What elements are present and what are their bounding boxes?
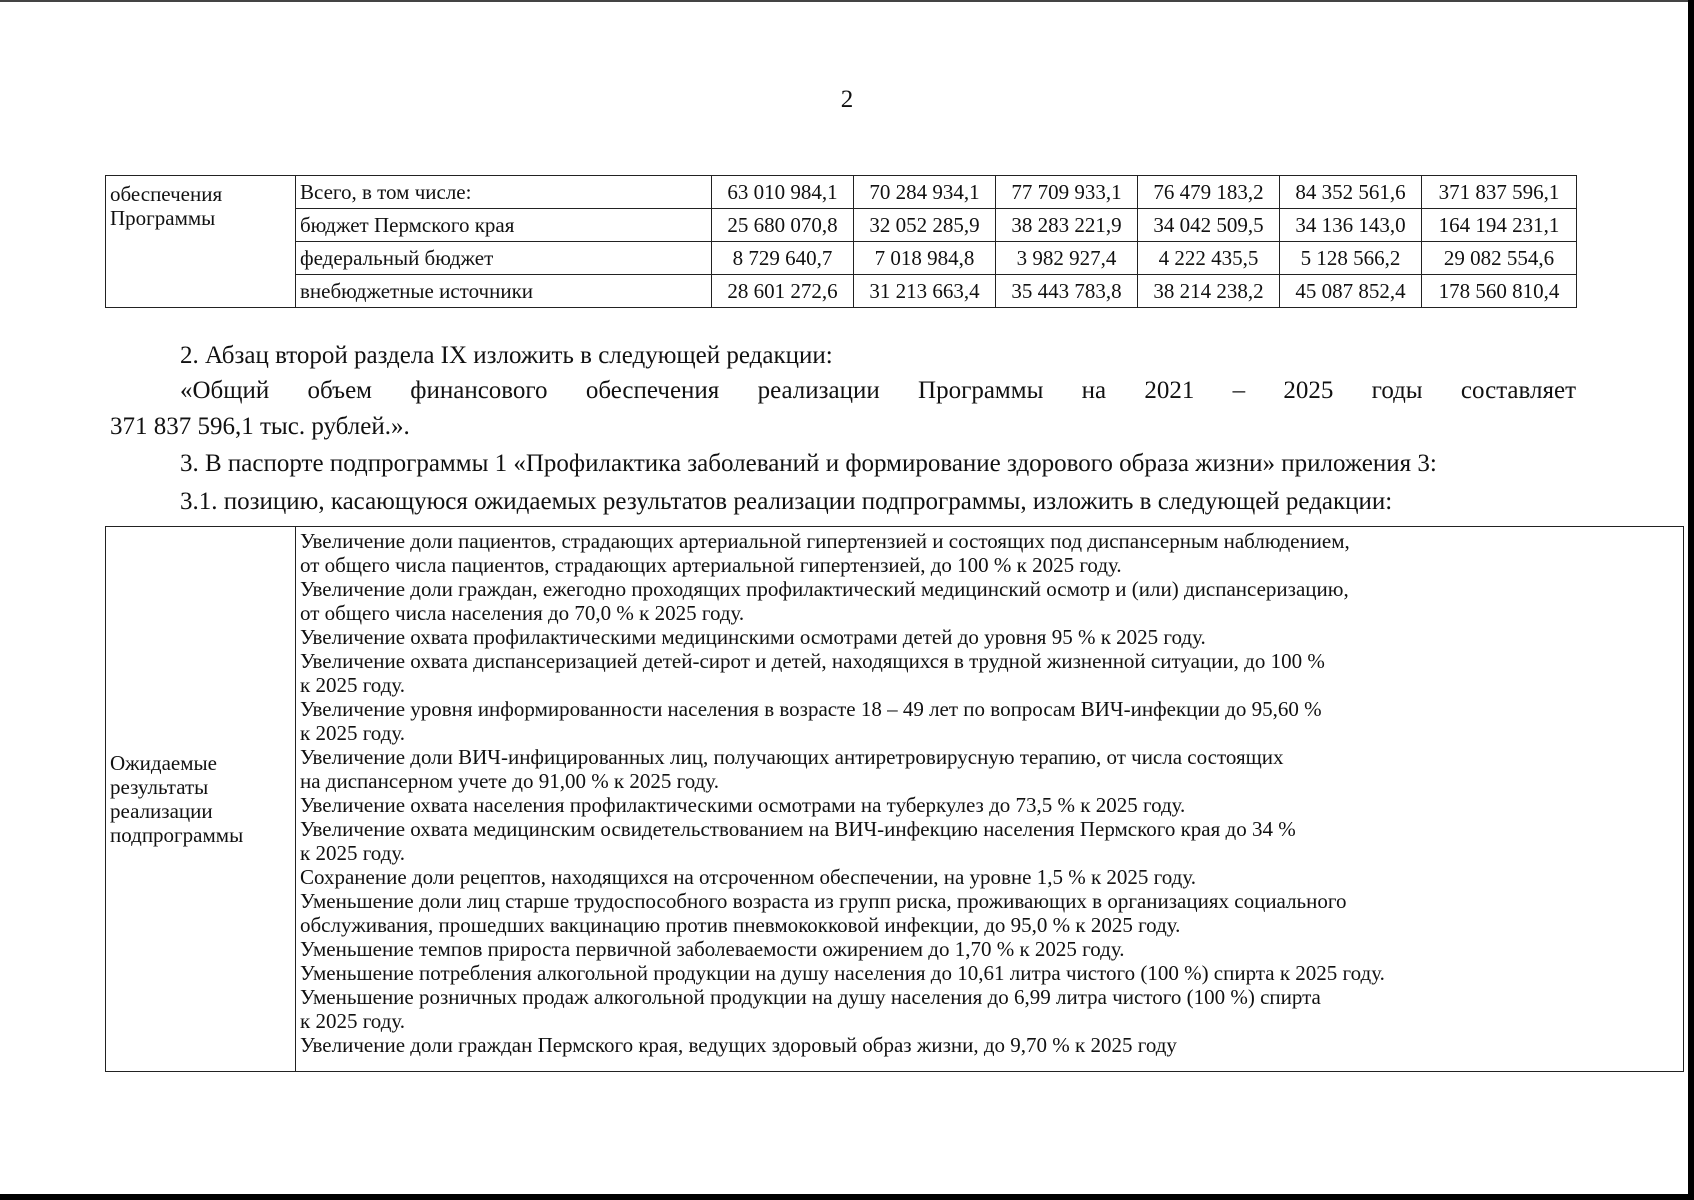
result-line: обслуживания, прошедших вакцинацию против пневмококковой инфекции, до 95,0 % к 2025 году. <box>300 913 1181 937</box>
finance-cell: 3 982 927,4 <box>996 242 1138 275</box>
paragraph-2: 2. Абзац второй раздела IX изложить в следующей редакции: <box>180 342 833 369</box>
results-list <box>296 527 1684 1072</box>
finance-cell: 63 010 984,1 <box>712 176 854 209</box>
finance-section-label: обеспечения Программы <box>106 176 296 308</box>
finance-cell: 164 194 231,1 <box>1422 209 1577 242</box>
result-line: Сохранение доли рецептов, находящихся на отсроченном обеспечении, на уровне 1,5 % к 2025 году. <box>300 865 1196 889</box>
finance-cell: 8 729 640,7 <box>712 242 854 275</box>
result-line: Уменьшение потребления алкогольной продукции на душу населения до 10,61 литра чистого (100 %) спирта к 2025 году. <box>300 961 1385 985</box>
result-line: Увеличение уровня информированности населения в возрасте 18 – 49 лет по вопросам ВИЧ-инфекции до 95,60 % <box>300 697 1322 721</box>
result-line: Увеличение доли граждан Пермского края, ведущих здоровый образ жизни, до 9,70 % к 2025 году <box>300 1033 1177 1057</box>
finance-cell: 7 018 984,8 <box>854 242 996 275</box>
page-number: 2 <box>840 86 854 113</box>
finance-cell: 84 352 561,6 <box>1280 176 1422 209</box>
results-table <box>105 526 1684 1072</box>
result-line: Увеличение охвата профилактическими медицинскими осмотрами детей до уровня 95 % к 2025 году. <box>300 625 1206 649</box>
finance-row <box>106 209 1577 242</box>
result-line: Увеличение охвата диспансеризацией детей-сирот и детей, находящихся в трудной жизненной ситуации, до 100 % <box>300 649 1325 673</box>
result-line: Увеличение доли граждан, ежегодно проходящих профилактический медицинский осмотр и (или) диспансеризацию, <box>300 577 1349 601</box>
result-line: Увеличение охвата медицинским освидетельствованием на ВИЧ-инфекцию населения Пермского края до 34 % <box>300 817 1296 841</box>
finance-cell: 35 443 783,8 <box>996 275 1138 308</box>
finance-cell: 31 213 663,4 <box>854 275 996 308</box>
result-line: Уменьшение розничных продаж алкогольной продукции на душу населения до 6,99 литра чистого (100 %) спирта <box>300 985 1321 1009</box>
finance-cell: 4 222 435,5 <box>1138 242 1280 275</box>
finance-cell: 34 136 143,0 <box>1280 209 1422 242</box>
result-line: Уменьшение темпов прироста первичной заболеваемости ожирением до 1,70 % к 2025 году. <box>300 937 1125 961</box>
finance-cell: 70 284 934,1 <box>854 176 996 209</box>
finance-cell: 178 560 810,4 <box>1422 275 1577 308</box>
result-line: к 2025 году. <box>300 1009 406 1033</box>
finance-row <box>106 242 1577 275</box>
finance-row-label: Всего, в том числе: <box>296 176 712 209</box>
page-edge-bottom <box>0 1194 1694 1200</box>
finance-cell: 76 479 183,2 <box>1138 176 1280 209</box>
finance-cell: 28 601 272,6 <box>712 275 854 308</box>
finance-row-label: бюджет Пермского края <box>296 209 712 242</box>
result-line: Уменьшение доли лиц старше трудоспособного возраста из групп риска, проживающих в организациях социального <box>300 889 1347 913</box>
finance-row-label: внебюджетные источники <box>296 275 712 308</box>
finance-row <box>106 275 1577 308</box>
finance-cell: 371 837 596,1 <box>1422 176 1577 209</box>
result-line: к 2025 году. <box>300 841 406 865</box>
finance-cell: 38 214 238,2 <box>1138 275 1280 308</box>
finance-cell: 45 087 852,4 <box>1280 275 1422 308</box>
finance-table <box>105 175 1577 308</box>
finance-cell: 29 082 554,6 <box>1422 242 1577 275</box>
finance-cell: 5 128 566,2 <box>1280 242 1422 275</box>
result-line: от общего числа пациентов, страдающих артериальной гипертензией, до 100 % к 2025 году. <box>300 553 1122 577</box>
result-line: Увеличение доли ВИЧ-инфицированных лиц, получающих антиретровирусную терапию, от числа состоящих <box>300 745 1284 769</box>
paragraph-3-1: 3.1. позицию, касающуюся ожидаемых результатов реализации подпрограммы, изложить в следующей редакции: <box>180 488 1393 515</box>
page-edge-top <box>0 0 1694 2</box>
paragraph-2-quote: «Общий объем финансового обеспечения реализации Программы на 2021 – 2025 годы составляет <box>180 377 1576 404</box>
paragraph-2-quote-cont: 371 837 596,1 тыс. рублей.». <box>110 413 410 440</box>
page-edge-right <box>1688 0 1694 1200</box>
result-line: к 2025 году. <box>300 673 406 697</box>
finance-row-label: федеральный бюджет <box>296 242 712 275</box>
result-line: от общего числа населения до 70,0 % к 2025 году. <box>300 601 745 625</box>
finance-cell: 25 680 070,8 <box>712 209 854 242</box>
paragraph-3: 3. В паспорте подпрограммы 1 «Профилактика заболеваний и формирование здорового образа жизни» приложения 3: <box>180 450 1437 477</box>
result-line: Увеличение охвата населения профилактическими осмотрами на туберкулез до 73,5 % к 2025 году. <box>300 793 1186 817</box>
result-line: на диспансерном учете до 91,00 % к 2025 году. <box>300 769 719 793</box>
results-label: Ожидаемые результаты реализации подпрограммы <box>106 527 296 1072</box>
result-line: к 2025 году. <box>300 721 406 745</box>
finance-cell: 38 283 221,9 <box>996 209 1138 242</box>
result-line: Увеличение доли пациентов, страдающих артериальной гипертензией и состоящих под диспансерным наблюдением, <box>300 529 1350 553</box>
finance-cell: 34 042 509,5 <box>1138 209 1280 242</box>
finance-row <box>106 176 1577 209</box>
finance-cell: 77 709 933,1 <box>996 176 1138 209</box>
finance-cell: 32 052 285,9 <box>854 209 996 242</box>
